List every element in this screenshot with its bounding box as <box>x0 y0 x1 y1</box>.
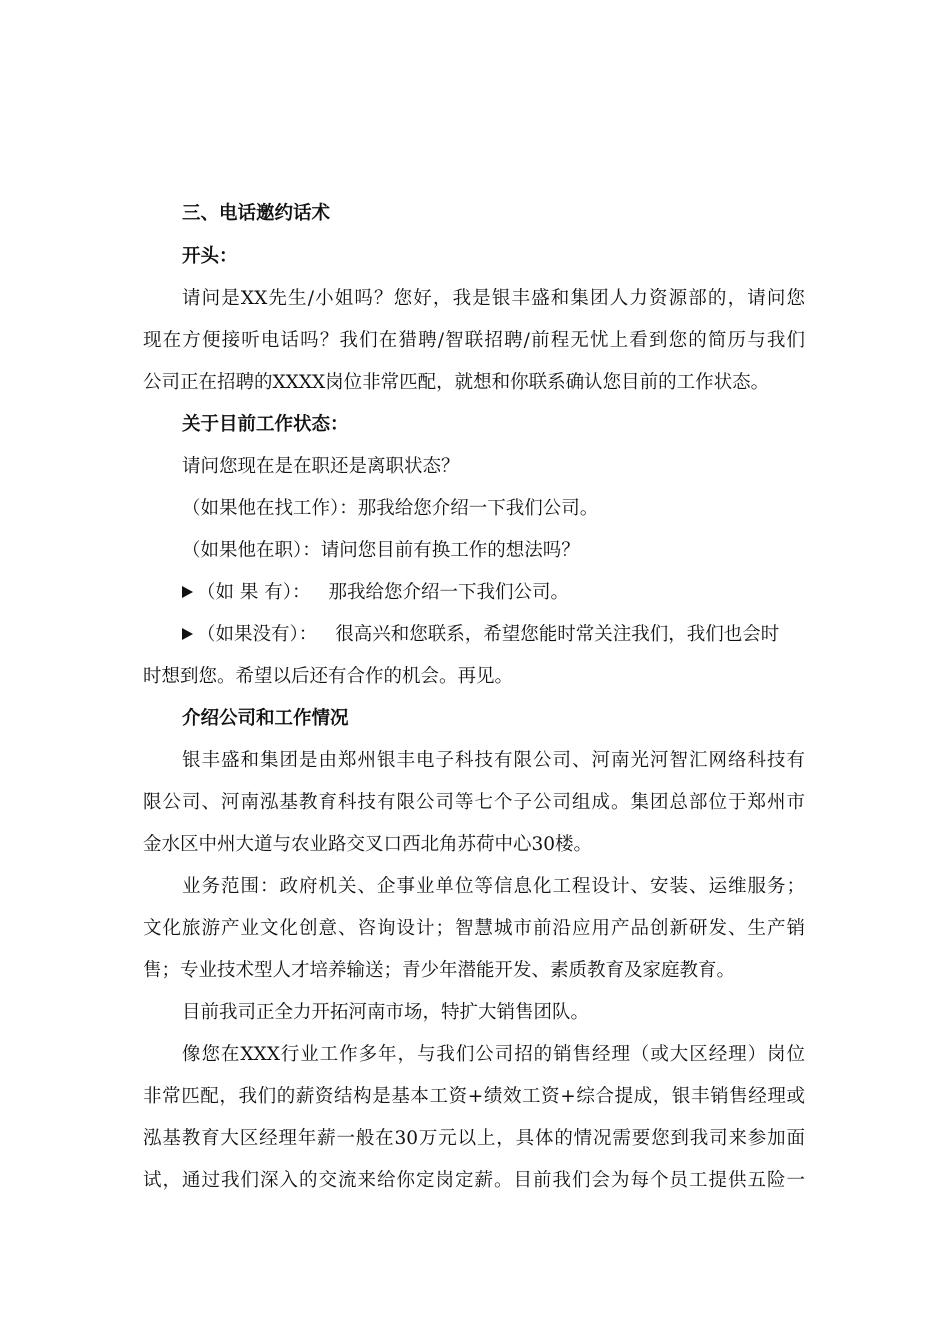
arrow-bullet-icon <box>182 628 193 640</box>
if-employed-line: （如果他在职）：请问您目前有换工作的想法吗？ <box>182 540 580 561</box>
section-heading: 三、电话邀约话术 <box>182 203 331 224</box>
salary-line: 泓基教育大区经理年薪一般在30万元以上，具体的情况需要您到我司来参加面 <box>143 1128 805 1149</box>
market-line: 目前我司正全力开拓河南市场，特扩大销售团队。 <box>182 1002 590 1023</box>
business-line: 文化旅游产业文化创意、咨询设计；智慧城市前沿应用产品创新研发、生产销 <box>143 918 805 939</box>
opening-line: 公司正在招聘的XXXX岗位非常匹配，就想和你联系确认您目前的工作状态。 <box>143 372 770 393</box>
bullet-no-text: 很高兴和您联系，希望您能时常关注我们，我们也会时 <box>335 624 780 645</box>
salary-line: 非常匹配，我们的薪资结构是基本工资+绩效工资+综合提成，银丰销售经理或 <box>143 1086 805 1107</box>
bullet-yes-label: （如 果 有）： <box>197 582 311 603</box>
intro-label: 介绍公司和工作情况 <box>182 708 349 729</box>
intro-line: 金水区中州大道与农业路交叉口西北角苏荷中心30楼。 <box>143 834 593 855</box>
arrow-bullet-icon <box>182 586 193 598</box>
intro-line: 限公司、河南泓基教育科技有限公司等七个子公司组成。集团总部位于郑州市 <box>143 792 805 813</box>
bullet-yes-text: 那我给您介绍一下我们公司。 <box>328 582 570 603</box>
bullet-no-label: （如果没有）： <box>197 624 318 645</box>
opening-label: 开头： <box>182 246 238 267</box>
bullet-no <box>182 623 805 647</box>
business-line: 售；专业技术型人才培养输送；青少年潜能开发、素质教育及家庭教育。 <box>143 960 736 981</box>
salary-line: 试，通过我们深入的交流来给你定岗定薪。目前我们会为每个员工提供五险一 <box>143 1170 805 1191</box>
status-question: 请问您现在是在职还是离职状态？ <box>182 456 460 477</box>
status-label: 关于目前工作状态： <box>182 414 349 435</box>
if-searching-line: （如果他在找工作）：那我给您介绍一下我们公司。 <box>182 498 599 519</box>
opening-line: 现在方便接听电话吗？我们在猎聘/智联招聘/前程无忧上看到您的简历与我们 <box>143 330 805 351</box>
bullet-yes <box>182 581 805 605</box>
bullet-no-continued: 时想到您。希望以后还有合作的机会。再见。 <box>143 666 514 687</box>
salary-line: 像您在XXX行业工作多年，与我们公司招的销售经理（或大区经理）岗位 <box>182 1044 805 1065</box>
opening-line: 请问是XX先生/小姐吗？您好，我是银丰盛和集团人力资源部的，请问您 <box>182 288 805 309</box>
business-line: 业务范围：政府机关、企事业单位等信息化工程设计、安装、运维服务； <box>182 876 805 897</box>
intro-line: 银丰盛和集团是由郑州银丰电子科技有限公司、河南光河智汇网络科技有 <box>182 750 805 771</box>
